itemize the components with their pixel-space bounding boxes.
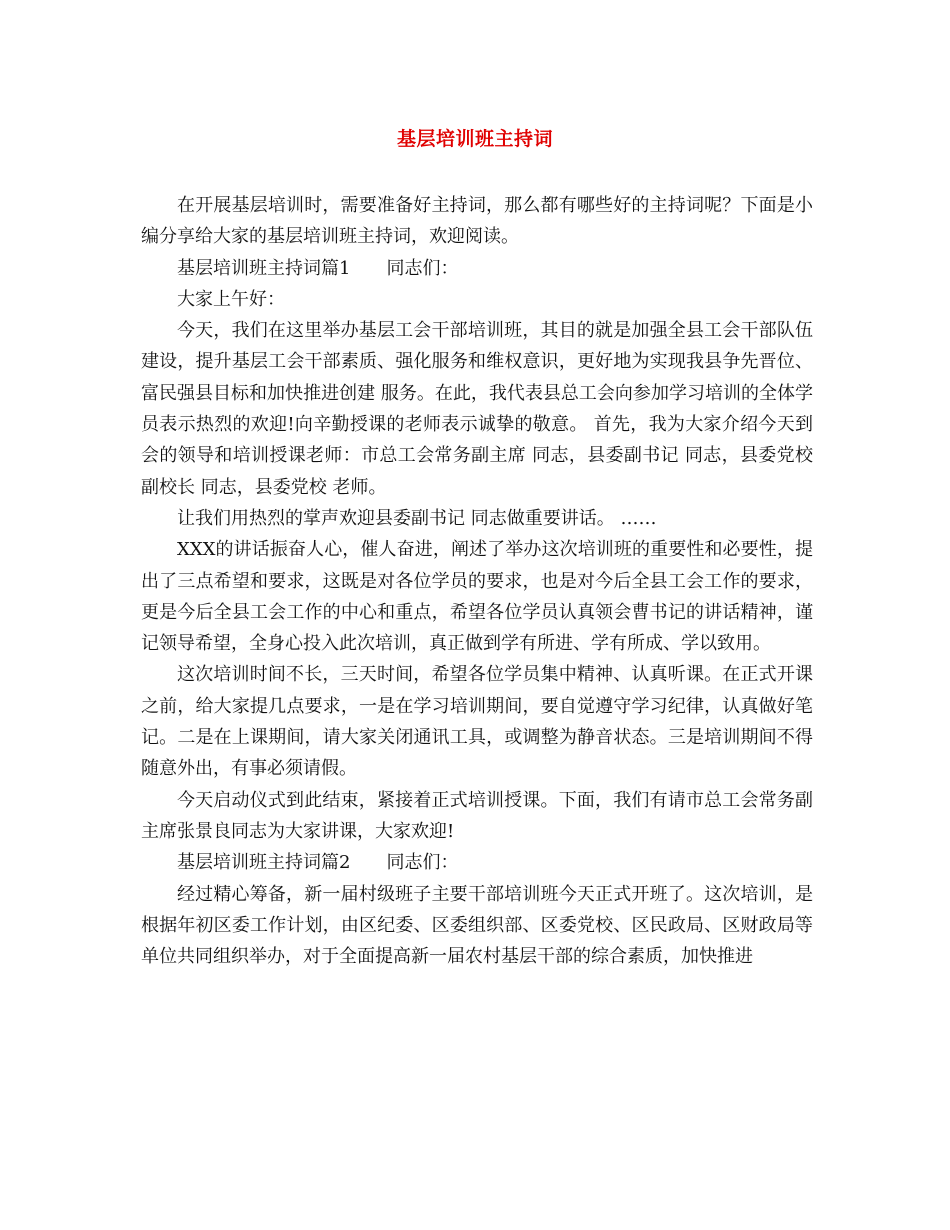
paragraph-section-2-body: 经过精心筹备，新一届村级班子主要干部培训班今天正式开班了。这次培训，是根据年初区委工作计划，由区纪委、区委组织部、区委党校、区民政局、区财政局等单位共同组织举办，对于全面提高新一届农村基层干部的综合素质，加快推进 — [141, 883, 813, 968]
paragraph-greeting: 大家上午好： — [177, 288, 285, 310]
paragraph-section-1-heading: 基层培训班主持词篇1 同志们： — [177, 257, 459, 279]
paragraph-closing: 今天启动仪式到此结束，紧接着正式培训授课。下面，我们有请市总工会常务副主席张景良同志为大家讲课，大家欢迎! — [141, 789, 813, 842]
document-body — [141, 190, 813, 972]
paragraph-speech-invite: 让我们用热烈的掌声欢迎县委副书记 同志做重要讲话。 …… — [177, 507, 657, 529]
paragraph-opening: 今天，我们在这里举办基层工会干部培训班，其目的就是加强全县工会干部队伍建设，提升基层工会干部素质、强化服务和维权意识，更好地为实现我县争先晋位、富民强县目标和加快推进创建 服务。在此，我代表县总工会向参加学习培训的全体学员表示热烈的欢迎!向辛勤授课的老师表示诚挚的敬意。 首先，我为大家介绍今天到会的领导和培训授课老师：市总工会常务副主席 同志，县委副书记 同志，县委党校副校长 同志，县委党校 老师。 — [141, 320, 813, 498]
paragraph-intro: 在开展基层培训时，需要准备好主持词，那么都有哪些好的主持词呢？下面是小编分享给大家的基层培训班主持词，欢迎阅读。 — [141, 195, 813, 248]
paragraph-section-2-heading: 基层培训班主持词篇2 同志们： — [177, 852, 459, 874]
paragraph-speech-summary: XXX的讲话振奋人心，催人奋进，阐述了举办这次培训班的重要性和必要性，提出了三点希望和要求，这既是对各位学员的要求，也是对今后全县工会工作的要求，更是今后全县工会工作的中心和重点，希望各位学员认真领会曹书记的讲话精神，谨记领导希望，全身心投入此次培训，真正做到学有所进、学有所成、学以致用。 — [141, 539, 813, 655]
document-title: 基层培训班主持词 — [396, 128, 553, 150]
paragraph-requirements: 这次培训时间不长，三天时间，希望各位学员集中精神、认真听课。在正式开课之前，给大家提几点要求，一是在学习培训期间，要自觉遵守学习纪律，认真做好笔记。二是在上课期间，请大家关闭通讯工具，或调整为静音状态。三是培训期间不得随意外出，有事必须请假。 — [141, 664, 813, 780]
